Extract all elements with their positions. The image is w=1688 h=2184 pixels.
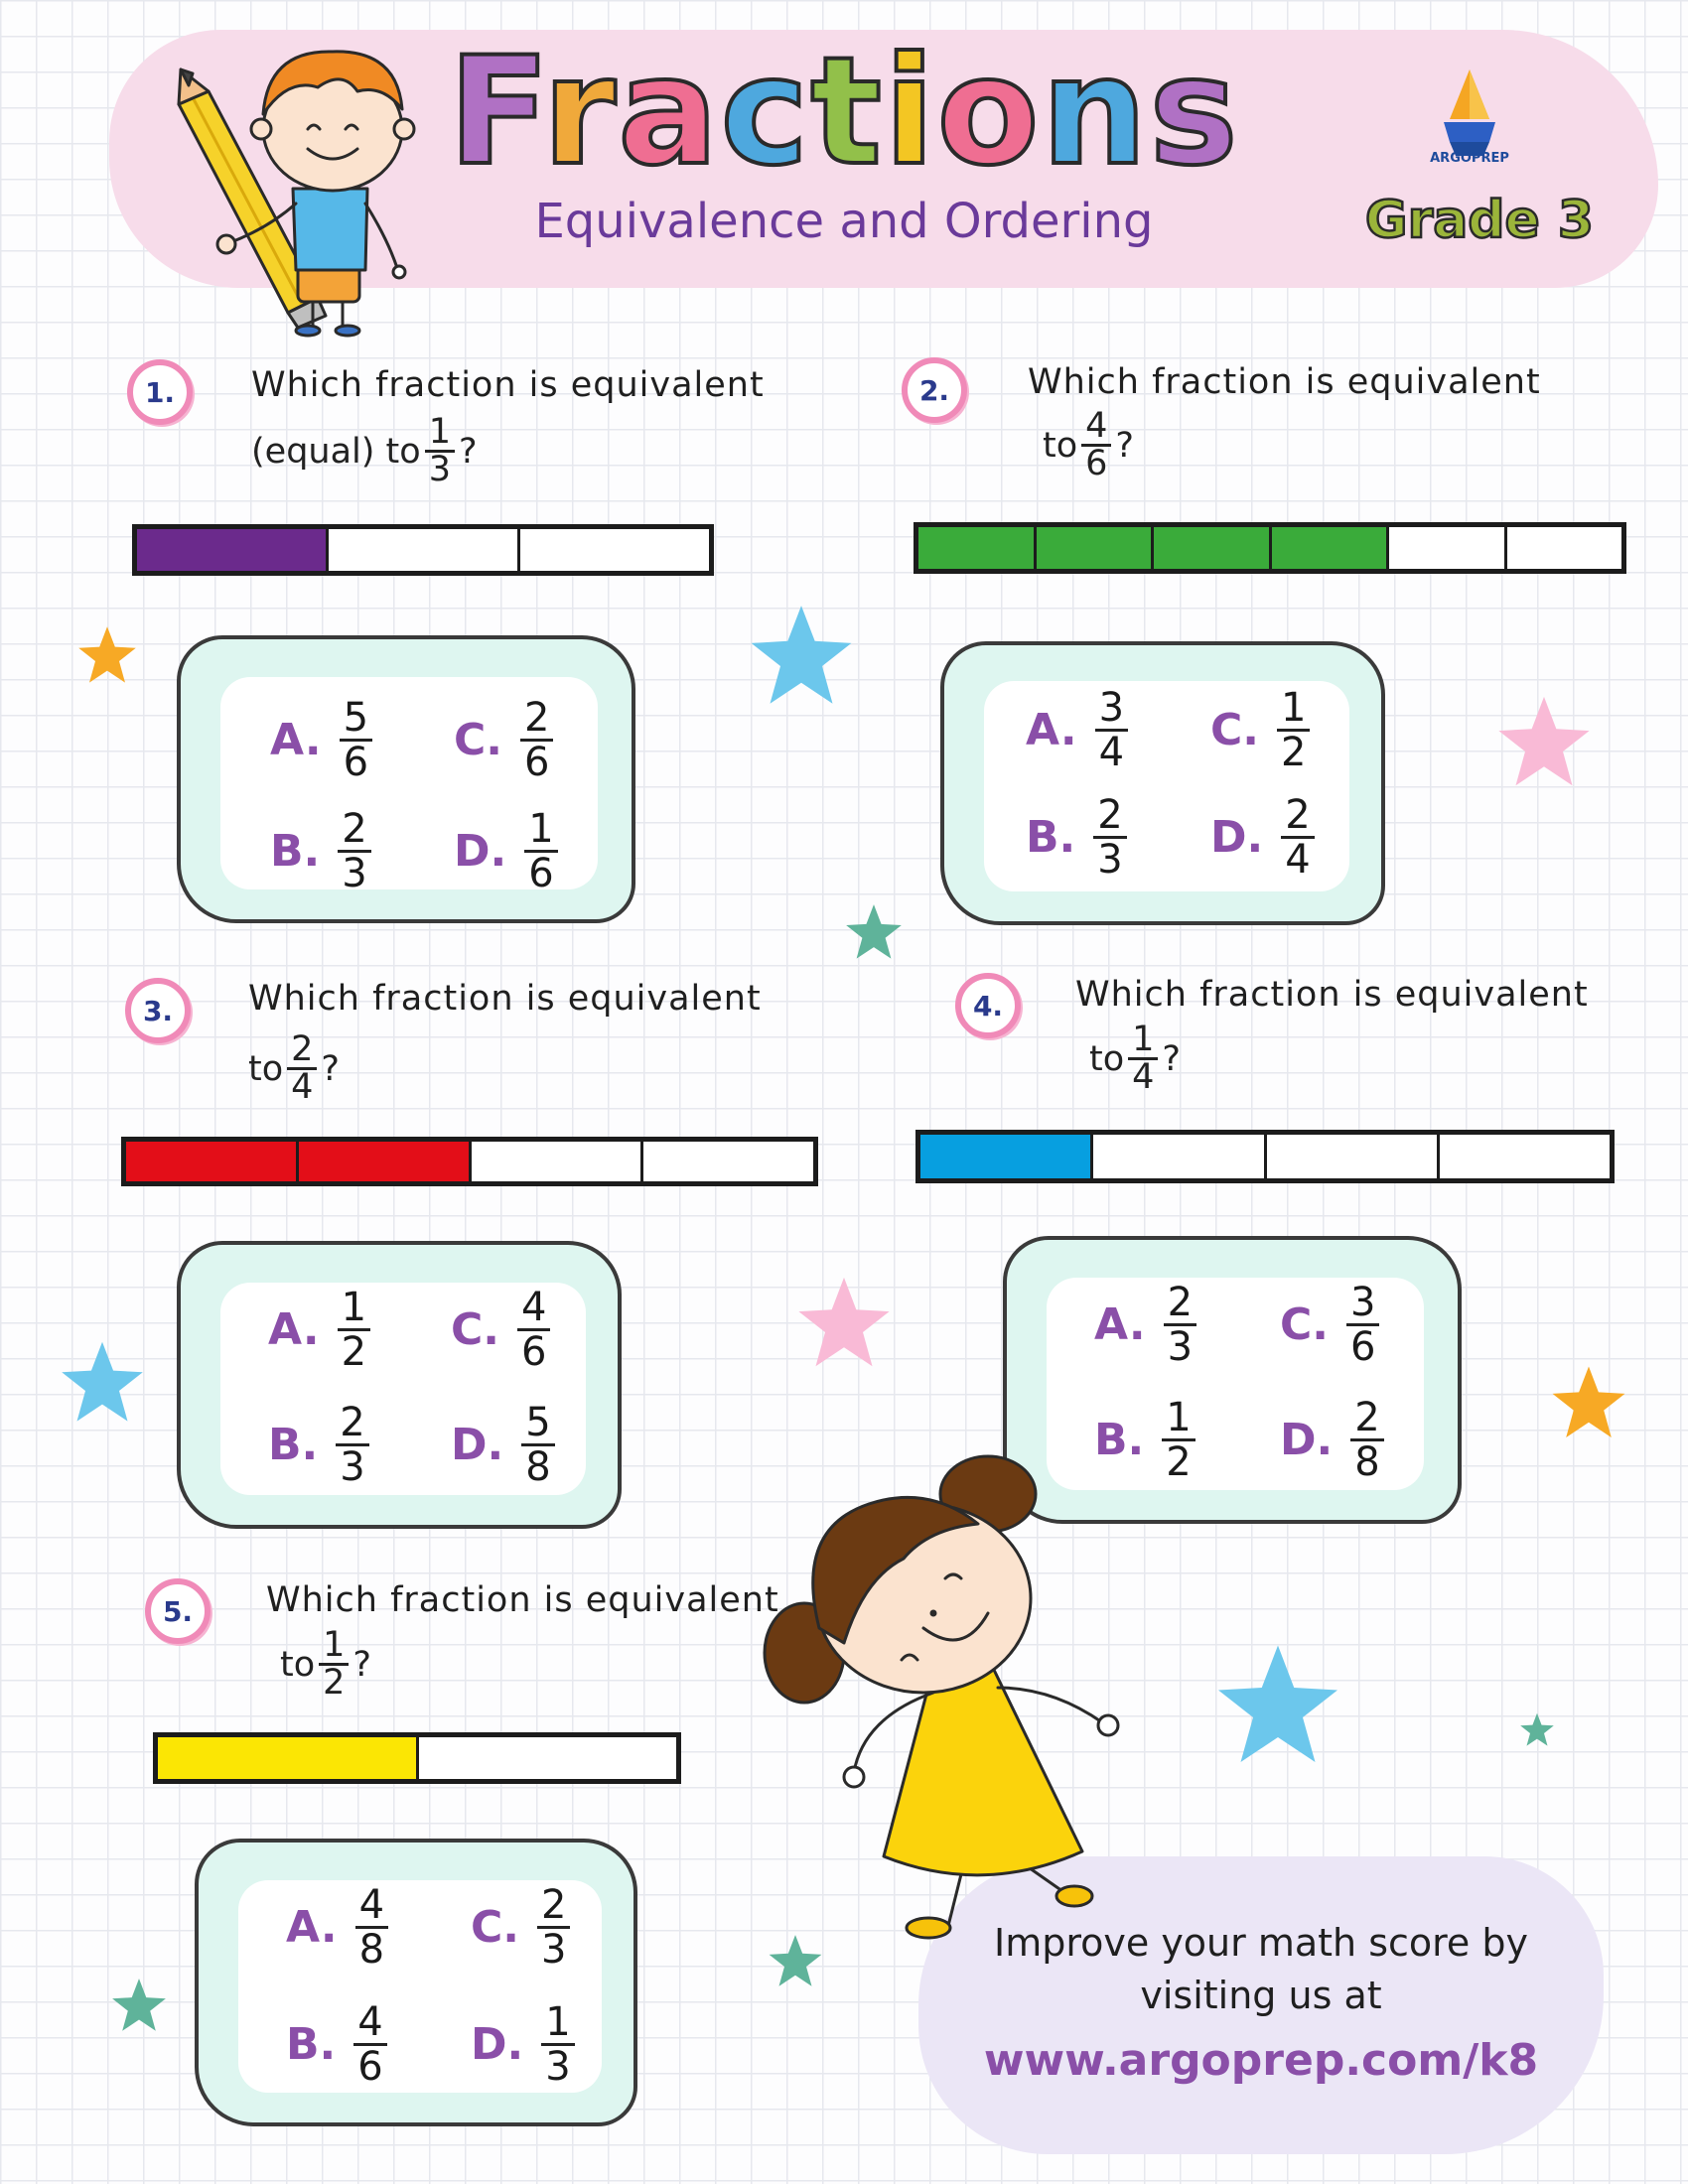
question-text: Which fraction is equivalent — [266, 1580, 779, 1620]
answer-option-b[interactable]: B. 1 2 — [1094, 1397, 1196, 1483]
bar-segment-empty — [419, 1737, 677, 1779]
bar-segment-empty — [520, 529, 709, 571]
bar-segment-shaded — [1154, 527, 1272, 569]
answer-choices-box — [177, 1241, 622, 1529]
answer-choices-box — [195, 1839, 637, 2126]
bar-segment-empty — [472, 1142, 644, 1181]
answer-option-d[interactable]: D. 2 4 — [1210, 794, 1315, 881]
logo-wordmark: ARGOPREP — [1430, 151, 1509, 166]
title-letter: F — [448, 26, 543, 199]
question-text: Which fraction is equivalent — [1075, 975, 1589, 1015]
question-prompt-line: to $\frac{2}{4}$ ? — [248, 1029, 340, 1107]
star-icon — [747, 604, 856, 708]
answer-option-d[interactable]: D. 5 8 — [451, 1402, 555, 1488]
title-letter: i — [884, 26, 937, 199]
answer-option-a[interactable]: A. 4 8 — [286, 1884, 388, 1971]
question-prompt-line: to $\frac{1}{2}$ ? — [280, 1625, 371, 1703]
star-icon — [794, 1276, 894, 1370]
answer-choices-box — [940, 641, 1385, 925]
question-fraction: $\frac{1}{3}$ — [425, 415, 455, 487]
answer-choices-box — [177, 635, 635, 923]
answer-option-b[interactable]: B. 2 3 — [268, 1402, 369, 1488]
bar-segment-empty — [1440, 1135, 1610, 1178]
bar-segment-empty — [1267, 1135, 1440, 1178]
question-number-badge: 3. — [125, 978, 191, 1043]
question-prefix: (equal) to — [251, 431, 421, 472]
question-prompt-line: (equal) to $\frac{1}{3}$ ? — [251, 412, 478, 489]
title-letter: t — [810, 26, 885, 199]
argoprep-logo-icon — [1420, 65, 1519, 184]
bar-segment-shaded — [299, 1142, 472, 1181]
question-text: Which fraction is equivalent — [1028, 362, 1541, 402]
answer-option-c[interactable]: C. 3 6 — [1280, 1282, 1379, 1368]
footer-text-line-1: Improve your math score by — [993, 1921, 1528, 1965]
bar-segment-empty — [1507, 527, 1622, 569]
question-fraction: $\frac{1}{4}$ — [1128, 1023, 1158, 1095]
star-icon — [1494, 695, 1594, 789]
star-icon — [844, 903, 904, 961]
answer-option-d[interactable]: D. 1 3 — [471, 2001, 575, 2088]
answer-option-c[interactable]: C. 4 6 — [451, 1287, 550, 1373]
fraction-bar — [914, 522, 1626, 574]
footer-website-link[interactable]: www.argoprep.com/k8 — [983, 2035, 1539, 2086]
answer-option-c[interactable]: C. 2 3 — [471, 1884, 570, 1971]
star-icon — [1549, 1365, 1628, 1440]
question-prompt-line: to $\frac{1}{4}$ ? — [1089, 1020, 1181, 1097]
fraction-bar — [121, 1137, 818, 1186]
question-number-badge: 2. — [902, 357, 967, 423]
question-number-badge: 1. — [127, 359, 193, 425]
answer-option-d[interactable]: D. 1 6 — [454, 808, 558, 894]
bar-segment-shaded — [137, 529, 329, 571]
bar-segment-shaded — [126, 1142, 299, 1181]
question-number-badge: 5. — [145, 1578, 211, 1644]
question-text: Which fraction is equivalent — [248, 979, 762, 1019]
question-fraction: $\frac{2}{4}$ — [287, 1032, 317, 1105]
fraction-bar — [153, 1732, 681, 1784]
bar-segment-empty — [329, 529, 520, 571]
star-icon — [1213, 1643, 1342, 1767]
title-letter: n — [1041, 26, 1150, 199]
title-letter: r — [542, 26, 619, 199]
fraction-bar — [915, 1130, 1615, 1183]
star-icon — [1519, 1712, 1555, 1747]
bar-segment-empty — [1389, 527, 1507, 569]
question-fraction: $\frac{4}{6}$ — [1081, 409, 1111, 481]
question-number-badge: 4. — [955, 973, 1021, 1038]
answer-option-a[interactable]: A. 3 4 — [1026, 687, 1128, 773]
bar-segment-empty — [1093, 1135, 1266, 1178]
bar-segment-shaded — [1037, 527, 1155, 569]
title-letter: o — [936, 26, 1042, 199]
answer-option-b[interactable]: B. 2 3 — [1026, 794, 1127, 881]
title-letter: s — [1149, 26, 1240, 199]
question-prompt-line: to $\frac{4}{6}$ ? — [1043, 406, 1134, 483]
title-letter: a — [618, 26, 721, 199]
answer-option-d[interactable]: D. 2 8 — [1280, 1397, 1384, 1483]
answer-option-a[interactable]: A. 2 3 — [1094, 1282, 1196, 1368]
answer-option-c[interactable]: C. 2 6 — [454, 697, 553, 783]
bar-segment-shaded — [918, 527, 1037, 569]
bar-segment-shaded — [920, 1135, 1093, 1178]
answer-option-c[interactable]: C. 1 2 — [1210, 687, 1310, 773]
answer-option-b[interactable]: B. 4 6 — [286, 2001, 387, 2088]
answer-option-a[interactable]: A. 5 6 — [270, 697, 372, 783]
star-icon — [77, 625, 137, 685]
bar-segment-shaded — [158, 1737, 419, 1779]
fraction-bar — [132, 524, 714, 576]
boy-with-pencil-illustration — [159, 30, 457, 338]
bar-segment-empty — [643, 1142, 813, 1181]
bar-segment-shaded — [1272, 527, 1390, 569]
question-text: Which fraction is equivalent — [251, 365, 765, 405]
page-subtitle: Equivalence and Ordering — [534, 194, 1154, 249]
star-icon — [109, 1978, 169, 2033]
answer-option-a[interactable]: A. 1 2 — [268, 1287, 370, 1373]
answer-option-b[interactable]: B. 2 3 — [270, 808, 371, 894]
girl-illustration — [735, 1430, 1172, 1946]
footer-text-line-2: visiting us at — [1140, 1974, 1382, 2017]
title-letter: c — [720, 26, 811, 199]
grade-label: Grade 3 — [1364, 191, 1595, 250]
star-icon — [58, 1340, 147, 1425]
question-fraction: $\frac{1}{2}$ — [319, 1628, 349, 1701]
